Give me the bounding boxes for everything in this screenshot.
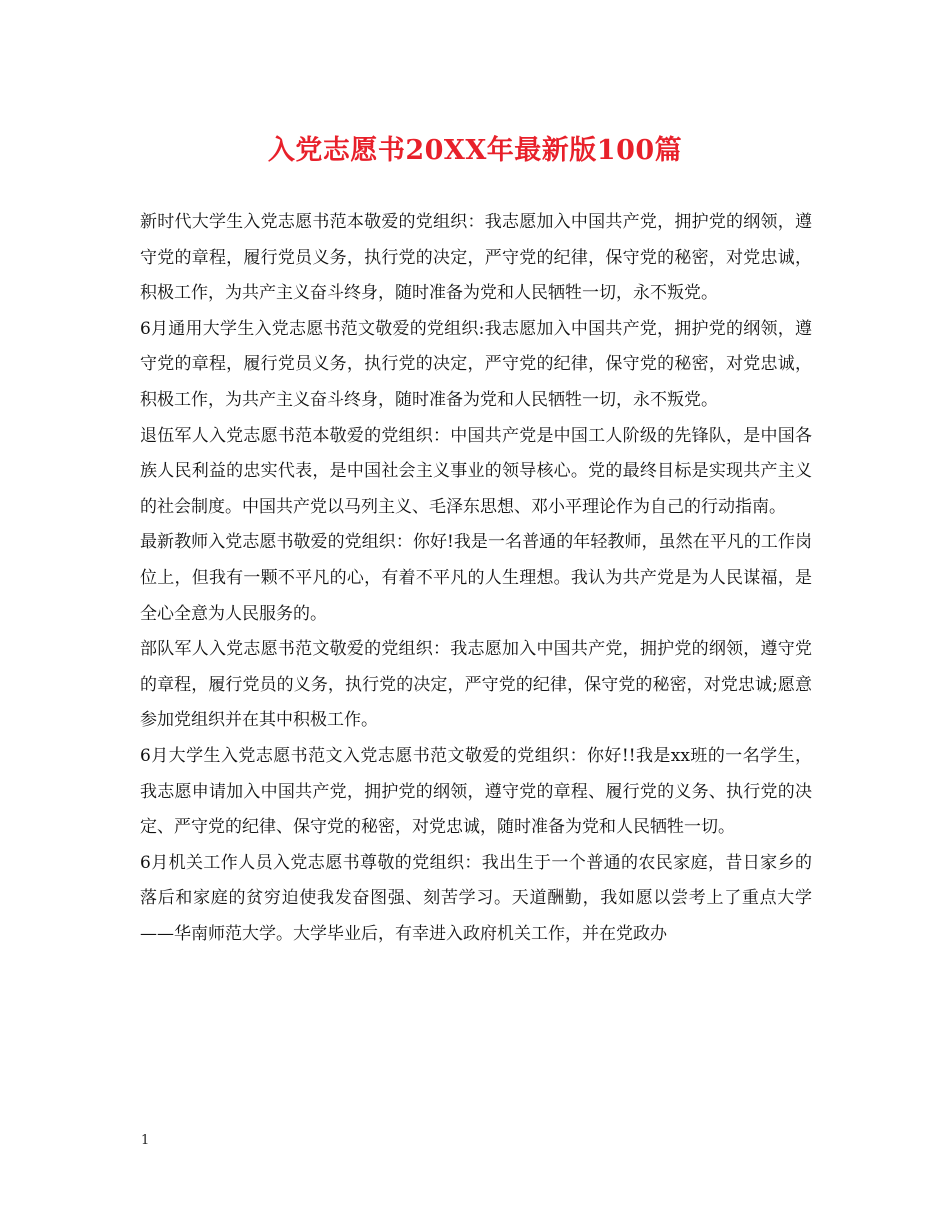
paragraph-1: 新时代大学生入党志愿书范本敬爱的党组织：我志愿加入中国共产党，拥护党的纲领，遵守党的章程，履行党员义务，执行党的决定，严守党的纪律，保守党的秘密，对党忠诚，积极工作，为共产主义奋斗终身，随时准备为党和人民牺牲一切，永不叛党。 bbox=[140, 212, 812, 304]
paragraph-3: 退伍军人入党志愿书范本敬爱的党组织：中国共产党是中国工人阶级的先锋队，是中国各族人民利益的忠实代表，是中国社会主义事业的领导核心。党的最终目标是实现共产主义的社会制度。中国共产党以马列主义、毛泽东思想、邓小平理论作为自己的行动指南。 bbox=[140, 425, 812, 517]
paragraph-2: 6月通用大学生入党志愿书范文敬爱的党组织:我志愿加入中国共产党，拥护党的纲领，遵守党的章程，履行党员义务，执行党的决定，严守党的纪律，保守党的秘密，对党忠诚，积极工作，为共产主义奋斗终身，随时准备为党和人民牺牲一切，永不叛党。 bbox=[140, 318, 812, 410]
document-body bbox=[140, 205, 812, 952]
page-number: 1 bbox=[141, 1133, 150, 1148]
document-title: 入党志愿书20XX年最新版100篇 bbox=[267, 135, 683, 166]
paragraph-7: 6月机关工作人员入党志愿书尊敬的党组织：我出生于一个普通的农民家庭，昔日家乡的落后和家庭的贫穷迫使我发奋图强、刻苦学习。天道酬勤，我如愿以尝考上了重点大学——华南师范大学。大学毕业后，有幸进入政府机关工作，并在党政办 bbox=[140, 852, 812, 944]
paragraph-5: 部队军人入党志愿书范文敬爱的党组织：我志愿加入中国共产党，拥护党的纲领，遵守党的章程，履行党员的义务，执行党的决定，严守党的纪律，保守党的秘密，对党忠诚;愿意参加党组织并在其中积极工作。 bbox=[140, 639, 812, 731]
paragraph-6: 6月大学生入党志愿书范文入党志愿书范文敬爱的党组织：你好!!我是xx班的一名学生，我志愿申请加入中国共产党，拥护党的纲领，遵守党的章程、履行党的义务、执行党的决定、严守党的纪律、保守党的秘密，对党忠诚，随时准备为党和人民牺牲一切。 bbox=[140, 745, 812, 838]
paragraph-4: 最新教师入党志愿书敬爱的党组织：你好!我是一名普通的年轻教师，虽然在平凡的工作岗位上，但我有一颗不平凡的心，有着不平凡的人生理想。我认为共产党是为人民谋福，是全心全意为人民服务的。 bbox=[140, 532, 812, 624]
